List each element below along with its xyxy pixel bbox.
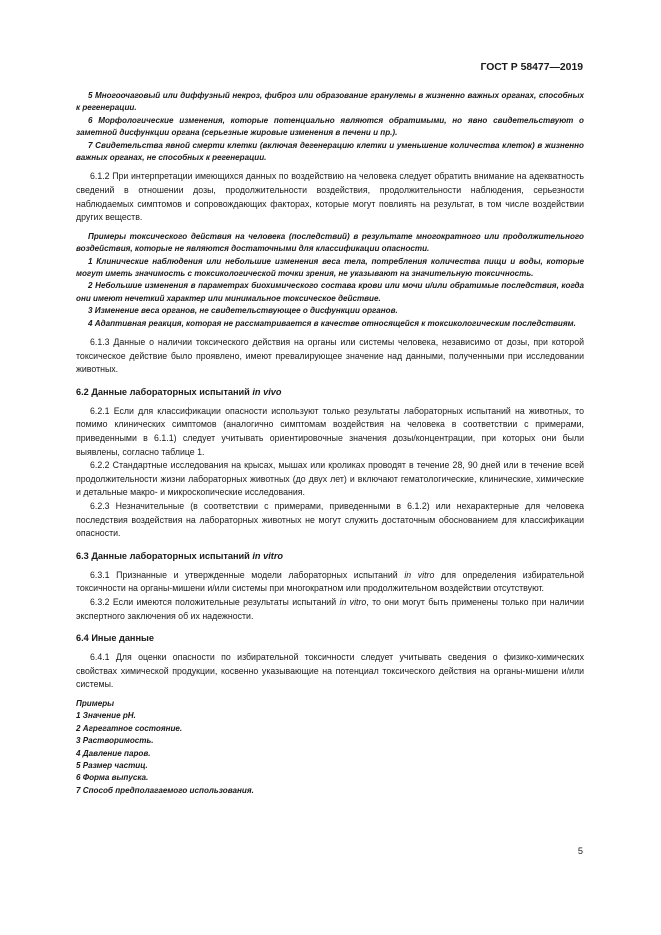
section-heading-6-2: 6.2 Данные лабораторных испытаний in vivo: [76, 386, 282, 397]
page-content: [76, 90, 584, 797]
paragraph-6-2-2: 6.2.2 Стандартные исследования на крысах, мышах или кроликах проводят в течение 28, 90 дней или в течение всей продолжительности жизни лабораторных животных (до двух лет) и включают гематологические, клинические, химические и детальные макро- и микроскопические исследования.: [76, 460, 584, 498]
note-block-1: [76, 90, 584, 164]
example-item: 2 Агрегатное состояние.: [76, 723, 183, 733]
example-item: 5 Размер частиц.: [76, 760, 148, 770]
section-heading-6-3: 6.3 Данные лабораторных испытаний in vitro: [76, 550, 284, 561]
paragraph-6-2-1: 6.2.1 Если для классификации опасности используют только результаты лабораторных испытаний на животных, то помимо клинических симптомов (аналогично симптомам воздействия на человека в соответствии с примерами, приведенными в 6.1.1) следует учитывать ориентировочные значения дозы/концентрации, при которых они были выявлены, согласно таблице 1.: [76, 405, 584, 457]
example-item: 7 Способ предполагаемого использования.: [76, 785, 254, 795]
examples-list: [76, 698, 584, 797]
example-item: 6 Форма выпуска.: [76, 773, 149, 783]
paragraph-6-3-1: 6.3.1 Признанные и утвержденные модели лабораторных испытаний in vitro для определения избирательной токсичности на органы-мишени и/или системы при многократном или продолжительном воздействии отсутствуют.: [76, 569, 584, 594]
note-item: 4 Адаптивная реакция, которая не рассматривается в качестве относящейся к токсикологическим последствиям.: [88, 318, 576, 328]
paragraph-6-4-1: 6.4.1 Для оценки опасности по избирательной токсичности следует учитывать сведения о физико-химических свойствах химической продукции, косвенно указывающие на потенциал токсического действия на органы-мишени и/или системы.: [76, 652, 584, 690]
note-item: 7 Свидетельства явной смерти клетки (включая дегенерацию клетки и уменьшение количества клеток) в жизненно важных органах, не способных к регенерации.: [76, 140, 584, 163]
page-number: 5: [577, 846, 583, 856]
paragraph-6-1-3: 6.1.3 Данные о наличии токсического действия на органы или системы человека, независимо от дозы, при которой токсическое действие было проявлено, имеют превалирующее значение над данными, полученными при исследовании животных.: [76, 337, 584, 375]
note-block-2: [76, 231, 584, 330]
example-item: 4 Давление паров.: [76, 748, 151, 758]
examples-title: Примеры: [76, 698, 115, 708]
section-6-2-body: [76, 405, 584, 541]
standard-header: ГОСТ Р 58477—2019: [480, 62, 583, 73]
section-heading-6-4: 6.4 Иные данные: [76, 633, 154, 644]
note-item: 3 Изменение веса органов, не свидетельствующее о дисфункции органов.: [88, 306, 398, 316]
example-item: 1 Значение pH.: [76, 711, 136, 721]
section-6-4-body: [76, 651, 584, 692]
note-item: 6 Морфологические изменения, которые потенциально являются обратимыми, но явно свидетельствуют о заметной дисфункции органа (серьезные жировые изменения в печени и пр.).: [76, 115, 584, 138]
note-item: 1 Клинические наблюдения или небольшие изменения веса тела, потребления количества пищи и воды, которые могут иметь значимость с токсикологической точки зрения, не указывают на значительную токсичность.: [76, 256, 584, 279]
paragraph-6-2-3: 6.2.3 Незначительные (в соответствии с примерами, приведенными в 6.1.2) или нехарактерные для человека последствия воздействия на лабораторных животных не могут служить достаточным обоснованием для классификации опасности.: [76, 501, 584, 539]
paragraph-6-3-2: 6.3.2 Если имеются положительные результаты испытаний in vitro, то они могут быть применены только при наличии экспертного заключения об их надежности.: [76, 596, 584, 621]
note-title: Примеры токсического действия на человека (последствий) в результате многократного или продолжительного воздействия, которые не являются достаточными для классификации опасности.: [76, 231, 584, 254]
note-item: 5 Многоочаговый или диффузный некроз, фиброз или образование гранулемы в жизненно важных органах, способных к регенерации.: [76, 91, 584, 113]
example-item: 3 Растворимость.: [76, 736, 154, 746]
paragraph-6-1-2: 6.1.2 При интерпретации имеющихся данных по воздействию на человека следует обратить внимание на адекватность сведений в отношении дозы, продолжительности воздействия, продолжительности наблюдения, серьезности наблюдаемых симптомов и сопровождающих факторах, которые могут повлиять на результат, в том числе воздействии других веществ.: [76, 171, 584, 223]
section-6-3-body: [76, 569, 584, 623]
note-item: 2 Небольшие изменения в параметрах биохимического состава крови или мочи и/или обратимые последствия, когда они имеют нечеткий характер или минимальное токсическое действие.: [76, 281, 584, 303]
